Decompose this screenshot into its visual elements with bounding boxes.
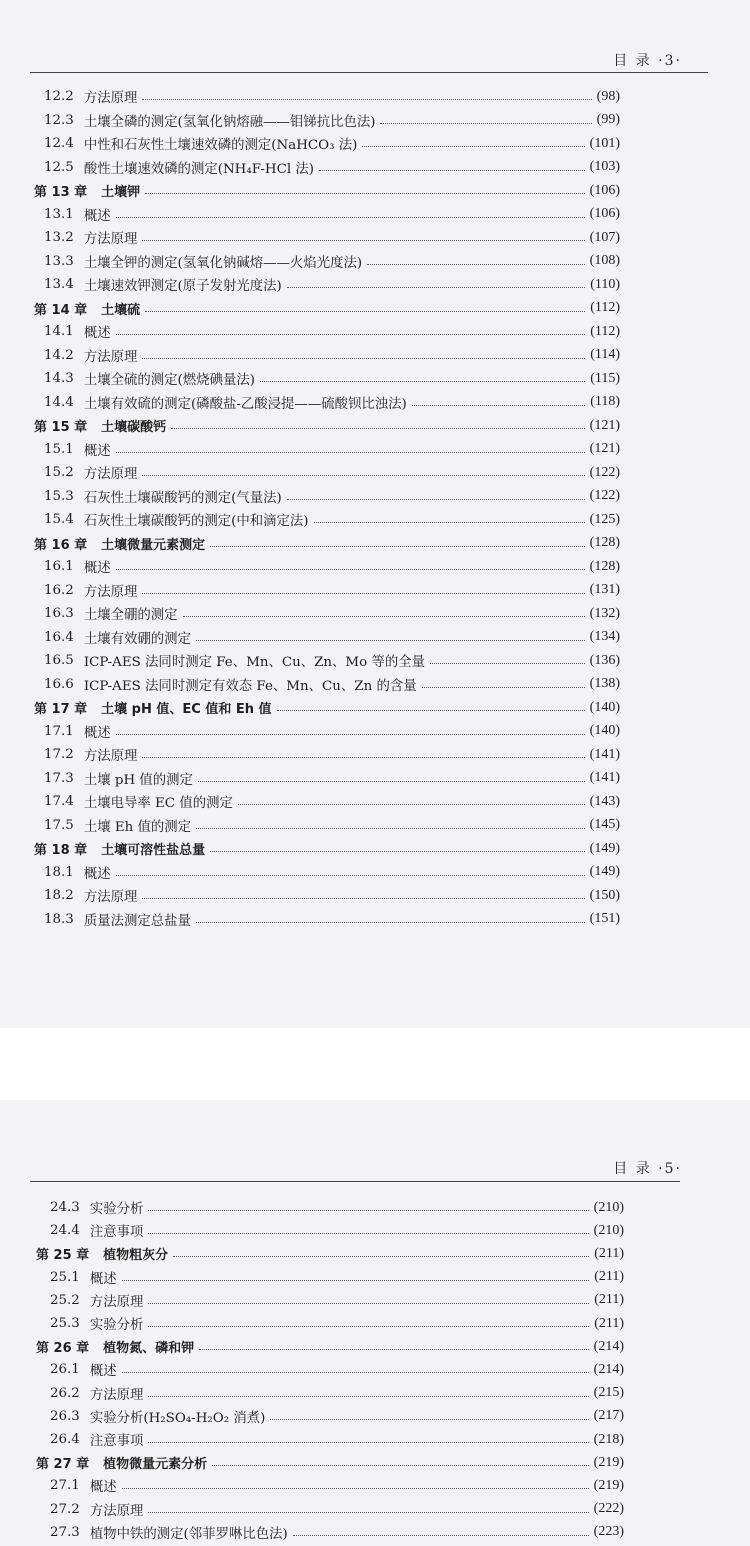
toc-section-row — [50, 1405, 624, 1428]
section-title: ICP-AES 法同时测定有效态 Fe、Mn、Cu、Zn 的含量 — [83, 678, 417, 694]
chapter-title: 土壤 pH 值、EC 值和 Eh 值 — [101, 702, 272, 717]
toc-section-row — [44, 156, 620, 179]
toc-section-row — [50, 1196, 624, 1219]
section-number: 17.5 — [44, 817, 74, 833]
dot-leader — [270, 1419, 588, 1420]
toc-chapter-row — [36, 1451, 624, 1474]
section-number: 12.5 — [44, 159, 74, 175]
section-number: 13.3 — [44, 253, 74, 269]
section-title: 土壤全磷的测定(氢氧化钠熔融——钼锑抗比色法) — [83, 114, 376, 130]
section-title: 方法原理 — [83, 467, 138, 482]
chapter-number: 第 25 章 — [36, 1248, 90, 1264]
page-number: (145) — [589, 817, 620, 832]
toc-section-row — [44, 626, 620, 649]
chapter-number: 第 18 章 — [34, 843, 88, 858]
section-title: 注意事项 — [89, 1434, 144, 1449]
chapter-title: 土壤钾 — [101, 185, 141, 200]
page-number: (211) — [594, 1245, 624, 1261]
page-number: (149) — [589, 864, 620, 879]
section-title: 土壤 pH 值的测定 — [83, 772, 193, 788]
toc-section-row — [50, 1289, 624, 1312]
toc-section-row — [44, 673, 620, 696]
section-title: 实验分析(H₂SO₄-H₂O₂ 消煮) — [89, 1410, 266, 1426]
toc-section-row — [50, 1498, 624, 1521]
section-title: ICP-AES 法同时测定 Fe、Mn、Cu、Zn、Mo 等的全量 — [83, 655, 426, 670]
chapter-number: 第 14 章 — [34, 302, 88, 318]
page-number: (122) — [589, 464, 620, 480]
section-title: 中性和石灰性土壤速效磷的测定(NaHCO₃ 法) — [83, 138, 358, 153]
chapter-title: 土壤可溶性盐总量 — [101, 843, 206, 858]
section-title: 方法原理 — [83, 584, 138, 600]
section-title: 土壤电导率 EC 值的测定 — [83, 796, 233, 811]
section-number: 27.1 — [50, 1478, 80, 1494]
page-number: (214) — [593, 1338, 624, 1354]
toc-section-row — [50, 1312, 624, 1335]
section-number: 16.1 — [44, 559, 74, 574]
section-number: 16.6 — [44, 676, 74, 692]
page-number: (121) — [589, 417, 620, 433]
chapter-title: 土壤微量元素测定 — [101, 537, 206, 553]
dot-leader — [142, 898, 584, 899]
toc-section-row — [44, 438, 620, 461]
toc-section-row — [50, 1266, 624, 1289]
section-title: 方法原理 — [83, 232, 138, 247]
page-number: (211) — [594, 1292, 624, 1308]
section-title: 概述 — [83, 326, 111, 341]
toc-section-row — [44, 367, 620, 390]
section-title: 概述 — [89, 1480, 117, 1496]
section-number: 17.3 — [44, 770, 74, 786]
dot-leader — [142, 757, 584, 758]
section-title: 植物中铁的测定(邻菲罗啉比色法) — [89, 1526, 288, 1542]
toc-chapter-row — [36, 1335, 624, 1358]
dot-leader — [145, 193, 585, 194]
dot-leader — [122, 1280, 590, 1281]
dot-leader — [148, 1442, 588, 1443]
page-number: (140) — [589, 699, 620, 715]
dot-leader — [122, 1488, 589, 1489]
toc-section-row — [44, 767, 620, 790]
toc-section-row — [44, 884, 620, 907]
section-number: 14.4 — [44, 394, 74, 410]
section-number: 13.4 — [44, 277, 74, 292]
page-number: (141) — [589, 746, 620, 762]
page-number: (115) — [590, 370, 620, 386]
section-title: 概述 — [83, 866, 111, 882]
section-number: 12.3 — [44, 112, 74, 128]
dot-leader — [293, 1535, 589, 1536]
section-title: 概述 — [89, 1364, 117, 1380]
section-title: 方法原理 — [83, 91, 138, 106]
page-number: (99) — [596, 112, 620, 127]
toc-chapter-row — [34, 297, 620, 320]
section-title: 概述 — [83, 725, 111, 741]
toc-chapter-row — [34, 414, 620, 437]
page-number: (121) — [589, 441, 620, 456]
toc-section-row — [44, 226, 620, 249]
section-title: 土壤有效硼的测定 — [83, 631, 191, 647]
section-number: 18.1 — [44, 864, 74, 880]
section-number: 16.5 — [44, 653, 74, 668]
dot-leader — [380, 123, 591, 124]
dot-leader — [148, 1396, 588, 1397]
chapter-number: 第 13 章 — [34, 185, 88, 200]
dot-leader — [122, 1372, 589, 1373]
section-number: 24.3 — [50, 1200, 80, 1215]
section-title: 方法原理 — [89, 1503, 144, 1519]
dot-leader — [196, 640, 585, 641]
dot-leader — [287, 287, 585, 288]
dot-leader — [116, 217, 585, 218]
chapter-title: 植物微量元素分析 — [103, 1457, 208, 1473]
chapter-number: 第 15 章 — [34, 420, 88, 435]
section-title: 土壤全硫的测定(燃烧碘量法) — [83, 373, 255, 388]
toc-section-row — [44, 391, 620, 414]
page-number: (112) — [590, 300, 620, 315]
dot-leader — [199, 1349, 589, 1350]
chapter-title: 土壤硫 — [101, 302, 141, 318]
dot-leader — [173, 1256, 589, 1257]
section-title: 方法原理 — [83, 749, 138, 764]
toc-section-row — [44, 485, 620, 508]
section-title: 方法原理 — [89, 1294, 144, 1310]
page-number: (118) — [590, 394, 620, 409]
toc-section-row — [44, 602, 620, 625]
page-number: (211) — [594, 1315, 624, 1331]
section-title: 土壤全钾的测定(氢氧化钠碱熔——火焰光度法) — [83, 255, 363, 271]
section-number: 27.2 — [50, 1501, 80, 1517]
dot-leader — [148, 1512, 588, 1513]
dot-leader — [148, 1326, 589, 1327]
toc-section-row — [50, 1428, 624, 1451]
page-number: (210) — [593, 1222, 624, 1238]
page-number: (141) — [589, 770, 620, 785]
dot-leader — [198, 781, 585, 782]
page-number: (131) — [589, 582, 620, 597]
dot-leader — [287, 499, 585, 500]
toc-section-row — [50, 1521, 624, 1544]
section-number: 16.4 — [44, 629, 74, 645]
page-number: (150) — [589, 887, 620, 903]
toc-chapter-row — [34, 837, 620, 860]
toc-chapter-row — [34, 179, 620, 202]
dot-leader — [422, 687, 585, 688]
page-number: (98) — [596, 88, 620, 104]
page-number: (218) — [593, 1431, 624, 1447]
header-rule — [30, 72, 708, 73]
section-title: 石灰性土壤碳酸钙的测定(中和滴定法) — [83, 514, 309, 529]
toc-section-row — [44, 720, 620, 743]
section-number: 13.2 — [44, 230, 74, 245]
toc-section-row — [44, 273, 620, 296]
page-number: (215) — [593, 1385, 624, 1401]
page-number: (143) — [589, 793, 620, 809]
toc-section-row — [44, 743, 620, 766]
toc-section-row — [44, 203, 620, 226]
dot-leader — [142, 99, 591, 100]
dot-leader — [277, 710, 585, 711]
chapter-number: 第 17 章 — [34, 702, 88, 717]
section-number: 26.3 — [50, 1408, 80, 1424]
section-number: 24.4 — [50, 1223, 80, 1239]
page-number: (219) — [593, 1477, 624, 1493]
section-number: 26.1 — [50, 1362, 80, 1378]
toc-section-row — [44, 814, 620, 837]
section-number: 17.4 — [44, 794, 74, 809]
section-number: 14.1 — [44, 324, 74, 339]
toc-section-row — [44, 649, 620, 672]
section-number: 15.4 — [44, 512, 74, 527]
toc-section-row — [44, 320, 620, 343]
page-number: (134) — [589, 629, 620, 644]
section-number: 25.3 — [50, 1316, 80, 1331]
section-number: 26.2 — [50, 1385, 80, 1401]
page-number: (107) — [589, 229, 620, 245]
toc-section-row — [44, 344, 620, 367]
dot-leader — [196, 922, 585, 923]
toc-section-row — [44, 555, 620, 578]
page-number: (101) — [589, 135, 620, 151]
section-number: 25.2 — [50, 1292, 80, 1308]
dot-leader — [362, 146, 584, 147]
section-title: 概述 — [83, 443, 111, 459]
section-number: 18.2 — [44, 888, 74, 903]
dot-leader — [260, 381, 585, 382]
section-number: 27.3 — [50, 1524, 80, 1540]
page-number: (214) — [593, 1361, 624, 1377]
toc-section-row — [50, 1358, 624, 1381]
section-title: 酸性土壤速效磷的测定(NH₄F-HCl 法) — [83, 161, 315, 177]
page-header: 目 录 ·3· — [613, 53, 682, 69]
dot-leader — [210, 546, 585, 547]
dot-leader — [367, 264, 585, 265]
section-number: 15.3 — [44, 488, 74, 504]
toc-chapter-row — [34, 532, 620, 555]
toc-section-row — [44, 109, 620, 132]
dot-leader — [196, 828, 585, 829]
page-number: (128) — [589, 558, 620, 574]
page-number: (125) — [589, 511, 620, 527]
toc-section-row — [50, 1382, 624, 1405]
dot-leader — [148, 1233, 588, 1234]
section-number: 16.2 — [44, 582, 74, 598]
page-number: (138) — [589, 676, 620, 691]
section-number: 26.4 — [50, 1432, 80, 1447]
toc-chapter-row — [36, 1242, 624, 1265]
toc-section-row — [44, 508, 620, 531]
section-title: 方法原理 — [89, 1387, 144, 1403]
dot-leader — [171, 428, 585, 429]
dot-leader — [148, 1210, 588, 1211]
section-title: 注意事项 — [89, 1225, 144, 1241]
section-title: 方法原理 — [83, 349, 138, 365]
section-title: 实验分析 — [89, 1202, 144, 1217]
page-number: (106) — [589, 206, 620, 221]
page-number: (217) — [593, 1408, 624, 1424]
section-number: 13.1 — [44, 206, 74, 222]
dot-leader — [116, 875, 585, 876]
toc-chapter-row — [34, 696, 620, 719]
section-number: 14.3 — [44, 371, 74, 386]
dot-leader — [314, 522, 585, 523]
dot-leader — [210, 851, 585, 852]
page-number: (219) — [593, 1454, 624, 1470]
page-number: (223) — [593, 1524, 624, 1540]
page-number: (140) — [589, 723, 620, 738]
dot-leader — [116, 734, 585, 735]
section-title: 实验分析 — [89, 1318, 144, 1333]
dot-leader — [430, 663, 585, 664]
page-number: (128) — [589, 535, 620, 550]
header-rule — [30, 1181, 680, 1182]
section-title: 石灰性土壤碳酸钙的测定(气量法) — [83, 490, 282, 506]
page-number: (210) — [593, 1199, 624, 1215]
page-number: (122) — [589, 488, 620, 503]
dot-leader — [145, 311, 585, 312]
toc-section-row — [50, 1219, 624, 1242]
dot-leader — [116, 569, 585, 570]
chapter-title: 植物粗灰分 — [103, 1248, 169, 1264]
section-number: 17.1 — [44, 723, 74, 739]
dot-leader — [238, 804, 585, 805]
page-number: (110) — [590, 276, 620, 292]
toc-section-row — [44, 790, 620, 813]
page-number: (211) — [594, 1269, 624, 1285]
chapter-number: 第 16 章 — [34, 537, 88, 553]
section-number: 12.4 — [44, 136, 74, 151]
section-number: 16.3 — [44, 606, 74, 621]
toc-section-row — [44, 85, 620, 108]
page-number: (151) — [589, 911, 620, 926]
section-title: 土壤全硼的测定 — [83, 608, 178, 623]
section-number: 15.1 — [44, 441, 74, 457]
section-number: 14.2 — [44, 347, 74, 363]
page-number: (149) — [589, 840, 620, 856]
section-number: 15.2 — [44, 465, 74, 480]
dot-leader — [183, 616, 585, 617]
section-number: 25.1 — [50, 1269, 80, 1285]
dot-leader — [142, 240, 584, 241]
dot-leader — [116, 452, 585, 453]
dot-leader — [412, 405, 585, 406]
section-title: 方法原理 — [83, 890, 138, 905]
page-number: (222) — [593, 1501, 624, 1517]
page-number: (114) — [590, 347, 620, 362]
dot-leader — [212, 1465, 589, 1466]
toc-section-row — [44, 861, 620, 884]
section-title: 土壤有效硫的测定(磷酸盐-乙酸浸提——硫酸钡比浊法) — [83, 396, 407, 412]
dot-leader — [148, 1303, 589, 1304]
dot-leader — [142, 475, 584, 476]
toc-section-row — [44, 579, 620, 602]
section-title: 概述 — [83, 561, 111, 576]
section-title: 概述 — [89, 1271, 117, 1287]
section-number: 18.3 — [44, 911, 74, 927]
section-title: 概述 — [83, 208, 111, 224]
section-number: 17.2 — [44, 747, 74, 762]
dot-leader — [116, 334, 586, 335]
dot-leader — [142, 593, 584, 594]
section-title: 土壤速效钾测定(原子发射光度法) — [83, 279, 282, 294]
chapter-number: 第 26 章 — [36, 1341, 90, 1357]
toc-section-row — [44, 250, 620, 273]
section-title: 质量法测定总盐量 — [83, 913, 191, 929]
page-number: (136) — [589, 652, 620, 668]
page-number: (103) — [589, 159, 620, 174]
section-title: 土壤 Eh 值的测定 — [83, 819, 192, 835]
dot-leader — [142, 358, 585, 359]
toc-section-row — [44, 908, 620, 931]
toc-section-row — [50, 1474, 624, 1497]
chapter-title: 植物氮、磷和钾 — [103, 1341, 195, 1357]
page-header: 目 录 ·5· — [613, 1161, 682, 1177]
section-number: 12.2 — [44, 89, 74, 104]
dot-leader — [319, 170, 585, 171]
page-number: (132) — [589, 605, 620, 621]
toc-section-row — [44, 461, 620, 484]
chapter-title: 土壤碳酸钙 — [101, 420, 167, 435]
page-number: (112) — [590, 323, 620, 339]
page-number: (108) — [589, 253, 620, 268]
toc-section-row — [44, 132, 620, 155]
chapter-number: 第 27 章 — [36, 1457, 90, 1473]
toc-page-5 — [0, 1100, 750, 1546]
page-number: (106) — [589, 182, 620, 198]
